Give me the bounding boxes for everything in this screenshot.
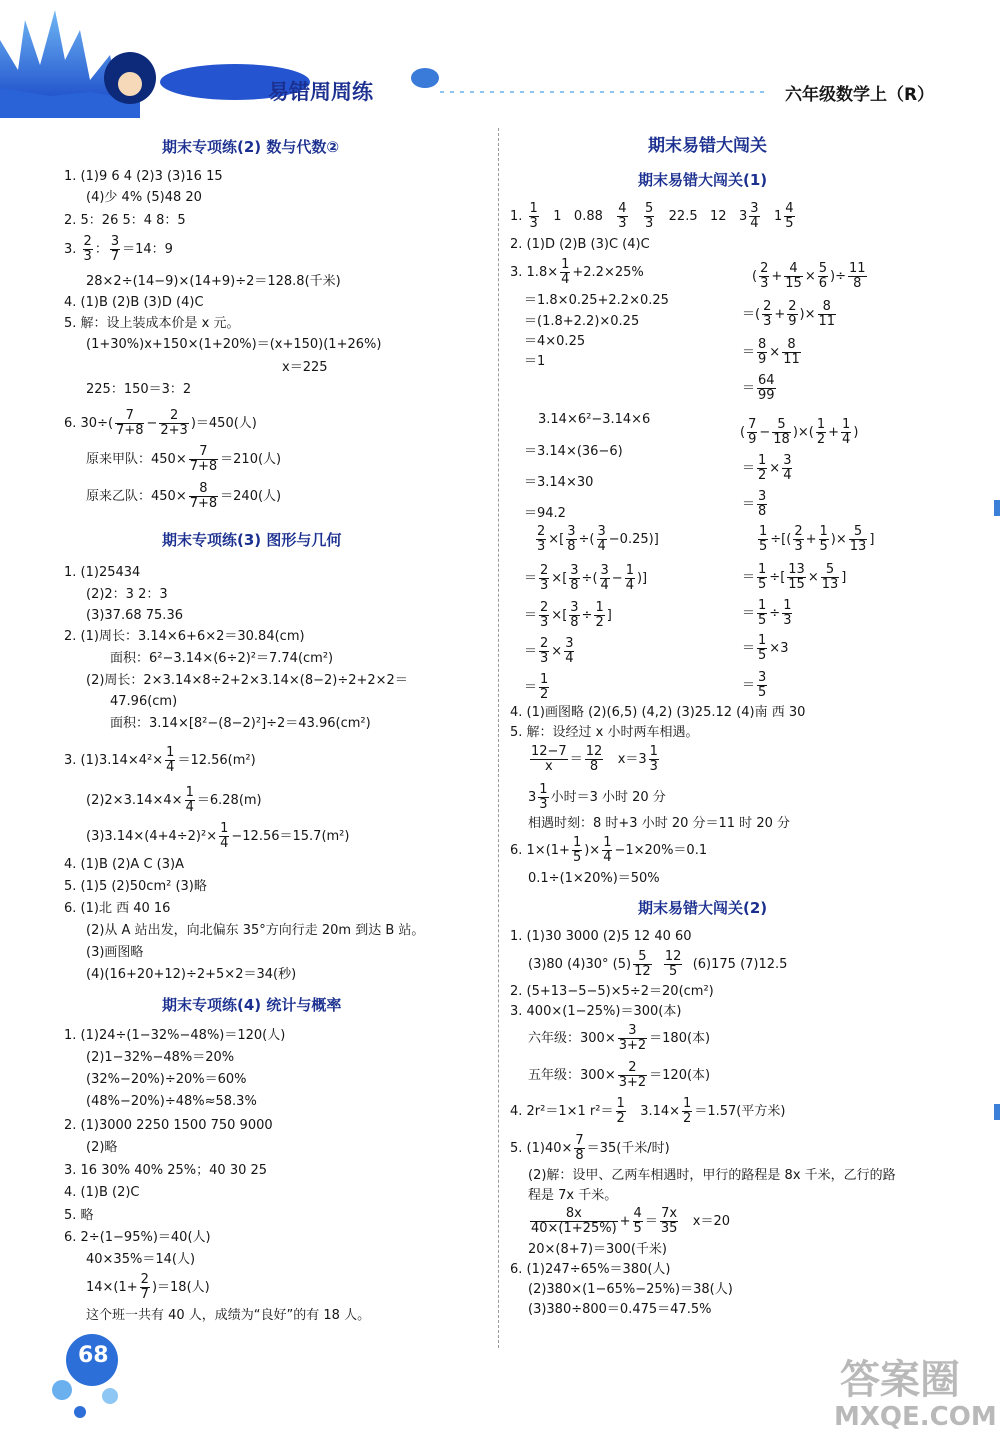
s4-line: (32%−20%)÷20%＝60% [86,1072,247,1087]
s3-line: 3. (1)3.14×4²× $\frac{1}{4}$ ＝12.56(m²) [64,745,256,775]
s2-line: 225：150＝3：2 [86,382,192,397]
s3-q3b-prefix: (2)2×3.14×4× [86,793,183,808]
calc1-line: ( $\frac{2}{3}$ + $\frac{4}{15}$ × $\frac{5}{6}$ )÷ $\frac{11}{8}$ [752,261,866,291]
p1-line: ＝3.14×(36−6) [524,444,623,459]
s4-line: 6. 2÷(1−95%)＝40(人) [64,1230,211,1245]
main-title: 期末易错大闯关 [648,136,767,156]
p1-q5-tail: 小时＝3 小时 20 分 [550,790,666,805]
p1-line: 5. 解：设经过 x 小时两车相遇。 [510,725,699,740]
p1-q1-v: 3 [738,209,748,224]
jia-prefix: 原来甲队：450× [86,452,187,467]
s4-line: (2)1−32%−48%＝20% [86,1050,235,1065]
p1-line: ＝(1.8+2.2)×0.25 [524,314,640,329]
s4-line: (2)略 [86,1140,118,1155]
s4-line: 40×35%＝14(人) [86,1252,196,1267]
s3-line: (3)3.14×(4+4÷2)²× $\frac{1}{4}$ −12.56＝15.7(m²) [86,821,350,851]
s2-line: 5. 解：设上装成本价是 x 元。 [64,316,240,331]
p1-line: ＝1.8×0.25+2.2×0.25 [524,293,669,308]
s4-line: 3. 16 30% 40% 25%；40 30 25 [64,1163,268,1178]
s3-q3c-rest: −12.56＝15.7(m²) [231,829,350,844]
s2-line: 2. 5：26 5：4 8：5 [64,213,186,228]
calc3-line: ＝ $\frac{2}{3}$ ×[ $\frac{3}{8}$ ÷ $\frac{1}{2}$ ] [524,600,612,630]
yi-prefix: 原来乙队：450× [86,489,187,504]
s3-line: (2)从 A 站出发，向北偏东 35°方向行走 20m 到达 B 站。 [86,923,425,938]
s3-line: 4. (1)B (2)A C (3)A [64,857,184,872]
p1-line: ＝3.14×30 [524,475,594,490]
p2-five-rest: ＝120(本) [649,1068,711,1083]
p2-line: 六年级：300× $\frac{3}{3+2}$ ＝180(本) [528,1023,711,1053]
s3-line: (4)(16+20+12)÷2+5×2＝34(秒) [86,967,297,982]
s2-line: 1. (1)9 6 4 (2)3 (3)16 15 [64,169,223,184]
p1-q3a-prefix: 3. 1.8× [510,265,559,280]
s4-line: 这个班一共有 40 人，成绩为“良好”的有 18 人。 [86,1308,371,1323]
s3-line: 47.96(cm) [110,694,178,709]
s3-q3a-prefix: 3. (1)3.14×4²× [64,753,164,768]
s3-line: (2)2：3 2：3 [86,587,168,602]
calc2-line: ＝ $\frac{1}{2}$ × $\frac{3}{4}$ [742,453,792,483]
p2-line: (2)解：设甲、乙两车相遇时，甲行的路程是 8x 千米，乙行的路 [528,1168,896,1183]
s4-line: 4. (1)B (2)C [64,1185,140,1200]
q3-rest: ＝14：9 [122,242,173,257]
s4-line: 1. (1)24÷(1−32%−48%)＝120(人) [64,1028,286,1043]
grade-subject: 六年级数学上（R） [785,85,935,105]
s2-line: (1+30%)x+150×(1+20%)＝(x+150)(1+26%) [86,337,382,352]
s4-line: 14×(1+ $\frac{2}{7}$ )＝18(人) [86,1272,210,1302]
p2-line: (3)80 (4)30° (5) $\frac{5}{12}$ $\frac{12}{5}$ (6)175 (7)12.5 [528,949,788,979]
s3-line: (3)37.68 75.36 [86,608,183,623]
calc4-line: ＝ $\frac{1}{5}$ ÷[ $\frac{13}{15}$ × $\frac{5}{13}$ ] [742,562,847,592]
calc4-line: $\frac{1}{5}$ ÷[( $\frac{2}{3}$ + $\frac{1}{5}$ )× $\frac{5}{13}$ ] [759,524,875,554]
calc2-line: ( $\frac{7}{9}$ − $\frac{5}{18}$ )×( $\frac{1}{2}$ + $\frac{1}{4}$ ) [740,417,859,447]
q6-prefix: 6. 30÷( [64,416,114,431]
s3-line: 面积：6²−3.14×(6÷2)²＝7.74(cm²) [110,651,334,666]
p2-line: (3)380÷800＝0.475＝47.5% [528,1302,712,1317]
p2-line: 五年级：300× $\frac{2}{3+2}$ ＝120(本) [528,1060,711,1090]
s3-line: (3)画图略 [86,945,144,960]
s3-line: 6. (1)北 西 40 16 [64,901,171,916]
s2-line: 原来乙队：450× $\frac{8}{7+8}$ ＝240(人) [86,481,282,511]
p1-line: 0.1÷(1×20%)＝50% [528,871,660,886]
series-title: 易错周周练 [268,79,373,104]
q3-prefix: 3. [64,242,77,257]
p1-q5-mid: x＝3 [617,752,647,767]
p1-q1: 1. $\frac{1}{3}$ 1 0.88 $\frac{4}{3}$ $\frac{5}{3}$ 22.5 12 3 $\frac{3}{4}$ 1 $\frac{4}{5}$ [510,201,794,231]
p1-q3a-rest: +2.2×25% [572,265,644,280]
s4-line: 2. (1)3000 2250 1500 750 9000 [64,1118,273,1133]
p1-line: ＝4×0.25 [524,334,586,349]
section-title-p2: 期末易错大闯关(2) [638,899,768,917]
p2-q4-b: 3.14× [640,1104,681,1119]
calc4-line: ＝ $\frac{3}{5}$ [742,670,767,700]
p1-q1-v: 1 [773,209,783,224]
s2-line: 28×2÷(14−9)×(14+9)÷2＝128.8(千米) [86,274,341,289]
section-title-s3: 期末专项练(3) 图形与几何 [162,531,342,549]
p2-line: 4. 2r²＝1×1 r²＝ $\frac{1}{2}$ 3.14× $\frac{1}{2}$ ＝1.57(平方米) [510,1096,786,1126]
s2-line: x＝225 [282,360,328,375]
s2-line: 原来甲队：450× $\frac{7}{7+8}$ ＝210(人) [86,444,282,474]
p2-line: 20×(8+7)＝300(千米) [528,1242,667,1257]
s3-line: 面积：3.14×[8²−(8−2)²]÷2＝43.96(cm²) [110,716,371,731]
p2-six-rest: ＝180(本) [649,1031,711,1046]
calc2-line: ＝ $\frac{3}{8}$ [742,489,767,519]
p2-five-prefix: 五年级：300× [528,1068,616,1083]
p1-q1-v: 0.88 [573,209,603,224]
section-title-s2: 期末专项练(2) 数与代数② [162,138,340,156]
p2-line: 3. 400×(1−25%)＝300(本) [510,1004,682,1019]
p2-l1b-a: (3)80 (4)30° (5) [528,957,632,972]
p2-six-prefix: 六年级：300× [528,1031,616,1046]
s3-q3a-rest: ＝12.56(m²) [177,753,256,768]
p2-q4-c: ＝1.57(平方米) [694,1104,786,1119]
calc3-line: ＝ $\frac{2}{3}$ ×[ $\frac{3}{8}$ ÷( $\frac{3}{4}$ − $\frac{1}{4}$ )] [524,563,648,593]
p2-line: 2. (5+13−5−5)×5÷2＝20(cm²) [510,984,714,999]
s4-l14-rest: )＝18(人) [151,1280,210,1295]
p2-q5-rest: ＝35(千米/时) [586,1141,670,1156]
p1-line: 3. 1.8× $\frac{1}{4}$ +2.2×25% [510,257,644,287]
s3-line: 1. (1)25434 [64,565,141,580]
p2-l1b-b: (6)175 (7)12.5 [692,957,788,972]
p2-q5-prefix: 5. (1)40× [510,1141,573,1156]
calc1-line: ＝ $\frac{64}{99}$ [742,373,775,403]
s4-line: 5. 略 [64,1208,94,1223]
p1-line: $\frac{12-7}{x}$ ＝ $\frac{12}{8}$ x＝3 $\frac{1}{3}$ [531,744,658,774]
p1-q1-num: 1. [510,209,523,224]
calc4-line: ＝ $\frac{1}{5}$ ×3 [742,633,789,663]
calc4-line: ＝ $\frac{1}{5}$ ÷ $\frac{1}{3}$ [742,598,792,628]
s4-l14-prefix: 14×(1+ [86,1280,138,1295]
p1-q5-three: 3 [528,790,537,805]
yi-rest: ＝240(人) [220,489,282,504]
section-title-s4: 期末专项练(4) 统计与概率 [162,996,342,1014]
calc3-line: ＝ $\frac{1}{2}$ [524,672,549,702]
side-tab [994,500,1000,516]
p1-q1-v: 1 [553,209,562,224]
s2-line: 6. 30÷( $\frac{7}{7+8}$ − $\frac{2}{2+3}$ )＝450(人) [64,408,257,438]
page-number: 68 [78,1343,109,1368]
s3-line: (2)周长：2×3.14×8÷2+2×3.14×(8−2)÷2+2×2＝ [86,673,408,688]
s2-line: (4)少 4% (5)48 20 [86,190,202,205]
calc1-line: ＝( $\frac{2}{3}$ + $\frac{2}{9}$ )× $\frac{8}{11}$ [742,299,836,329]
p2-line: 1. (1)30 3000 (2)5 12 40 60 [510,929,692,944]
s3-line: 2. (1)周长：3.14×6+6×2＝30.84(cm) [64,629,305,644]
p2-q5b-x: x＝20 [692,1214,731,1229]
p1-line: 相遇时刻：8 时+3 小时 20 分＝11 时 20 分 [528,816,790,831]
section-title-p1: 期末易错大闯关(1) [638,171,768,189]
p1-line: 3.14×6²−3.14×6 [538,412,651,427]
watermark-cn: 答案圈 [840,1357,960,1403]
s2-line: 4. (1)B (2)B (3)D (4)C [64,295,204,310]
p2-line: 6. (1)247÷65%＝380(人) [510,1262,671,1277]
watermark-en: MXQE.COM [834,1402,997,1432]
column-divider [498,128,499,1348]
s3-q3c-prefix: (3)3.14×(4+4÷2)²× [86,829,218,844]
q6-rest: )＝450(人) [190,416,257,431]
p1-q1-v: 22.5 [668,209,698,224]
calc1-line: ＝ $\frac{8}{9}$ × $\frac{8}{11}$ [742,337,800,367]
p1-line: 4. (1)画图略 (2)(6,5) (4,2) (3)25.12 (4)南 西 30 [510,705,806,720]
s2-line: 3. $\frac{2}{3}$ ： $\frac{3}{7}$ ＝14：9 [64,234,173,264]
p1-q1-v: 12 [710,209,727,224]
p2-q4-a: 4. 2r²＝1×1 r²＝ [510,1104,614,1119]
p1-line: 2. (1)D (2)B (3)C (4)C [510,237,650,252]
calc3-line: $\frac{2}{3}$ ×[ $\frac{3}{8}$ ÷( $\frac{3}{4}$ −0.25)] [537,524,659,554]
p2-line: 5. (1)40× $\frac{7}{8}$ ＝35(千米/时) [510,1133,670,1163]
p1-line: ＝94.2 [524,506,566,521]
p2-line: $\frac{8x}{40\times(1+25\%)}$ + $\frac{4}{5}$ ＝ $\frac{7x}{35}$ x＝20 [531,1206,731,1236]
p2-line: (2)380×(1−65%−25%)＝38(人) [528,1282,733,1297]
s4-line: (48%−20%)÷48%≈58.3% [86,1094,257,1109]
jia-rest: ＝210(人) [220,452,282,467]
s3-q3b-rest: ＝6.28(m) [196,793,262,808]
p1-q6: 6. 1×(1+ [510,843,570,858]
calc3-line: ＝ $\frac{2}{3}$ × $\frac{3}{4}$ [524,636,574,666]
s3-line: (2)2×3.14×4× $\frac{1}{4}$ ＝6.28(m) [86,785,262,815]
p1-line: 6. 1×(1+ $\frac{1}{5}$ )× $\frac{1}{4}$ −1×20%＝0.1 [510,835,708,865]
side-tab [994,1104,1000,1120]
p1-line: ＝1 [524,354,546,369]
p1-line: 3 $\frac{1}{3}$ 小时＝3 小时 20 分 [528,782,666,812]
p2-line: 程是 7x 千米。 [528,1188,618,1203]
s3-line: 5. (1)5 (2)50cm² (3)略 [64,879,207,894]
